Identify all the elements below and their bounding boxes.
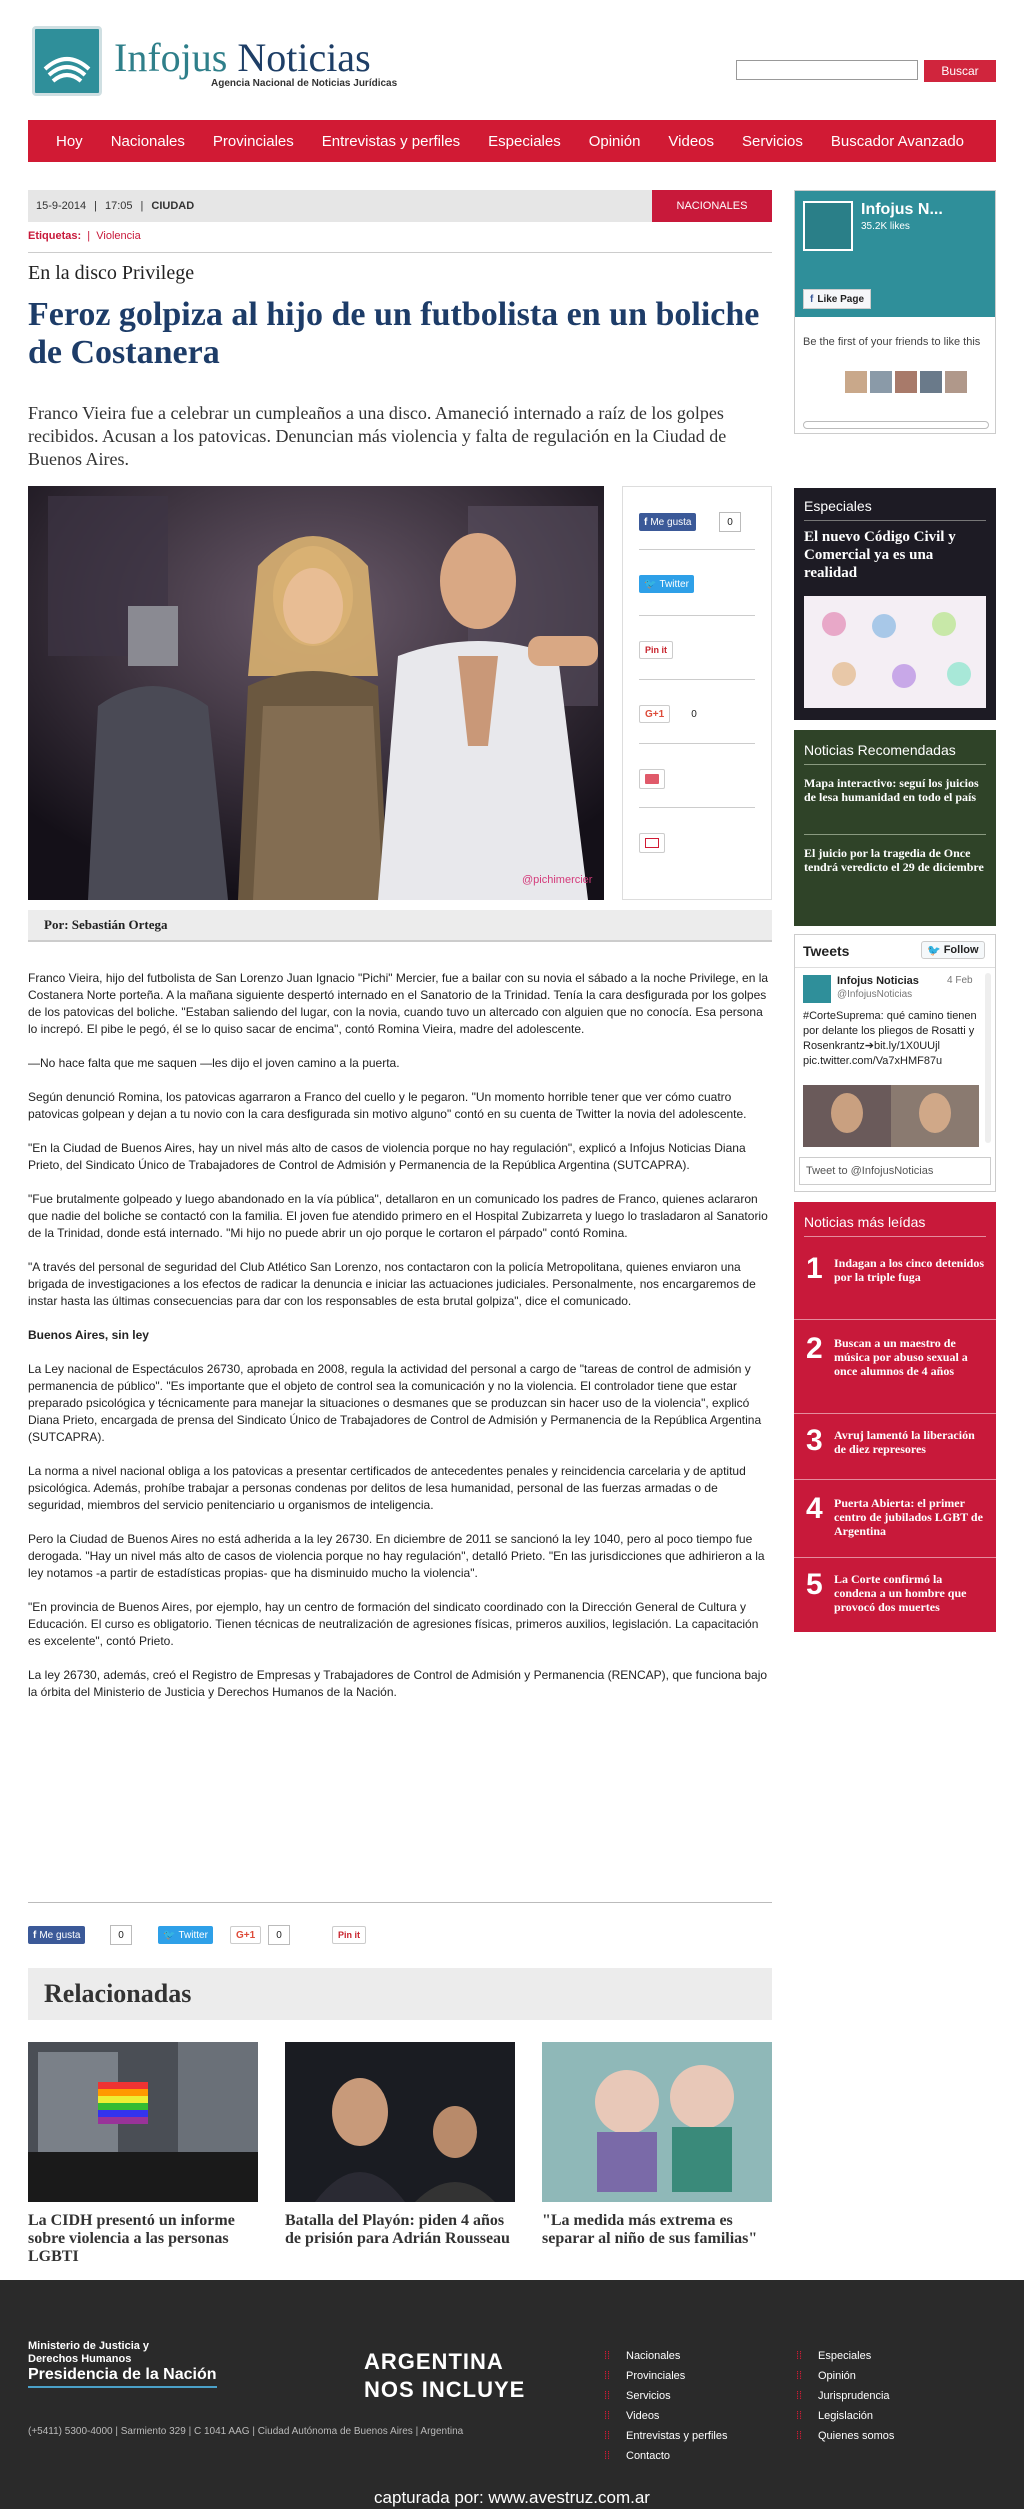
fb-avatar [803,201,853,251]
facebook-icon: f [644,516,648,528]
paragraph: "En la Ciudad de Buenos Aires, hay un nivel más alto de casos de violencia porque no hay regulación", explicó a Infojus Noticias Diana Prieto, del Sindicato Único de Trabajadores de Control de Admisión y Permanencia de la República Argentina (SUTCAPRA). [28,1141,746,1172]
item-number: 2 [806,1332,823,1365]
footer-link[interactable]: Nacionales [626,2350,681,2362]
item-title: Indagan a los cinco detenidos por la triple fuga [834,1256,985,1284]
divider [28,252,772,253]
especiales-widget [794,488,996,720]
fb-friends-text: Be the first of your friends to like this [803,336,981,348]
mas-leidas-widget [794,1202,996,1632]
paragraph: Según denunció Romina, los patovicas agarraron a Franco del cuello y le pegaron. "Un momento horrible tener que ver cómo cuatro patovicas golpean y dejan a tu novio con la cara desfigurada sin motivo alguno" contó en su cuenta de Twitter la novia del adolescente. [28,1090,747,1121]
tweet-date[interactable]: 4 Feb [947,975,973,986]
related-title-2[interactable]: Batalla del Playón: piden 4 años de prisión para Adrián Rousseau [285,2212,510,2247]
print-button[interactable] [639,769,665,789]
section-badge[interactable]: NACIONALES [652,190,772,222]
tweet-handle: @InfojusNoticias [837,989,913,1000]
footer-link[interactable]: Provinciales [626,2370,686,2382]
footer-link[interactable]: Contacto [626,2450,671,2462]
tweet-account-name[interactable]: Infojus Noticias [837,975,919,987]
facebook-like-button[interactable] [28,1926,85,1944]
tweets-title: Tweets [803,943,850,959]
search-input[interactable] [736,60,918,80]
site-name[interactable] [114,34,371,81]
twitter-label: Twitter [178,1929,208,1941]
recomendada-item[interactable]: El juicio por la tragedia de Once tendrá veredicto el 29 de diciembre [804,846,984,874]
footer-link[interactable]: Entrevistas y perfiles [626,2430,728,2442]
article-body [28,970,772,1718]
divider [639,549,755,550]
fb-scrollbar[interactable] [803,421,989,429]
footer-link[interactable]: Servicios [626,2390,671,2402]
tags-row: Etiquetas: | Violencia [28,230,141,242]
twitter-icon: 🐦 [927,944,941,957]
paragraph: —No hace falta que me saquen —les dijo el joven camino a la puerta. [28,1056,400,1070]
print-icon [645,774,659,784]
nav-item-especiales[interactable]: Especiales [488,132,561,150]
divider [639,615,755,616]
nav-item-hoy[interactable]: Hoy [56,132,83,150]
argentina-line2: NOS INCLUYE [364,2377,526,2402]
author-bar: Por: Sebastián Ortega [28,910,772,942]
footer-address: (+5411) 5300-4000 | Sarmiento 329 | C 1041 AAG | Ciudad Autónoma de Buenos Aires | Argentina [28,2426,464,2437]
divider [639,743,755,744]
fb-page-name[interactable]: Infojus N... [861,201,943,218]
article-lead: Franco Vieira fue a celebrar un cumpleaños a una disco. Amaneció internado a raíz de los golpes recibidos. Acusan a los patovicas. Denuncian más violencia y falta de regulación en la Ciudad de Buenos Aires. [28,403,727,469]
tweets-scrollbar[interactable] [985,973,991,1143]
paragraph: Pero la Ciudad de Buenos Aires no está adherida a la ley 26730. En diciembre de 2011 se sancionó la ley 1040, pero al poco tiempo fue derogada. "Hay un nivel más alto de casos de violencia porque no hay regulación", detalló Prieto. "En las jurisdicciones que adhirieron a la ley notamos -a partir de estadísticas propias- que ha disminuido mucho la violencia". [28,1532,765,1580]
article-city: CIUDAD [151,200,195,212]
recomendada-item[interactable]: Mapa interactivo: seguí los juicios de lesa humanidad en todo el país [804,776,979,804]
mas-leidas-item[interactable] [794,1480,996,1558]
paragraph: Franco Vieira, hijo del futbolista de San Lorenzo Juan Ignacio "Pichi" Mercier, fue a bailar con su novia el sábado a la noche Privilege, en la Costanera Norte porteña. A la mañana siguiente despertó internado en el Sanatorio de la Trinidad. Tenía la cara desfigurada por los golpes de los patovicas del boliche. "Estaban saliendo del lugar, con la novia, cuando tuvo un altercado con alguien que no conocía. Esa persona lo increpó. El pibe le pegó, él se lo quiso sacar de encima", contó Romina Vieira, madre del adolescente. [28,971,769,1036]
paragraph: "En provincia de Buenos Aires, por ejemplo, hay un centro de formación del sindicato coordinado con la Dirección General de Cultura y Educación. El curso es obligatorio. Tienen técnicas de neutralización de agresiones físicas, primeros auxilios, legislación. La capacitación es excelente", contó Prieto. [28,1600,759,1648]
argentina-line1: ARGENTINA [364,2349,504,2374]
twitter-button[interactable] [639,575,694,593]
footer-link[interactable]: Quienes somos [818,2430,895,2442]
item-title: Puerta Abierta: el primer centro de jubilados LGBT de Argentina [834,1496,983,1538]
site-name-part1: Infojus [114,35,228,80]
twitter-label: Twitter [659,578,689,590]
especiales-image[interactable] [804,596,986,708]
facebook-icon: f [810,293,814,305]
tweet-avatar[interactable] [803,975,831,1003]
capture-credit: capturada por: www.avestruz.com.ar [374,2488,650,2507]
especiales-link[interactable]: El nuevo Código Civil y Comercial ya es una realidad [804,529,956,581]
tag-link[interactable]: Violencia [96,230,141,242]
bottom-share-bar [28,1924,528,1946]
related-title-1[interactable]: La CIDH presentó un informe sobre violencia a las personas LGBTI [28,2212,235,2265]
article-time: 17:05 [105,200,133,212]
gplus-count: 0 [683,704,705,724]
recomendadas-widget [794,730,996,926]
share-box [622,486,772,900]
paragraph: La ley 26730, además, creó el Registro de Empresas y Trabajadores de Control de Admisión y Permanencia (RENCAP), que funciona bajo la órbita del Ministerio de Justicia y Derechos Humanos de la Nación. [28,1668,768,1699]
footer-argentina-logo [364,2348,525,2404]
tweet-media[interactable] [803,1085,979,1147]
article-photo [28,486,604,900]
fb-count: 0 [719,512,741,532]
item-title: Buscan a un maestro de música por abuso sexual a once alumnos de 4 años [834,1336,968,1378]
paragraph: "Fue brutalmente golpeado y luego abandonado en la vía pública", detallaron en un comunicado los padres de Franco, quienes aclararon que nadie del boliche se contactó con la familia. El joven fue atendido primero en el Hospital Zubizarreta y luego lo trasladaron al Sanatorio de la Trinidad, donde está internado. "Mi hijo no puede abrir un ojo porque le cortaron el párpado" contó Romina. [28,1192,768,1240]
item-number: 1 [806,1252,823,1285]
facebook-icon: f [33,1929,37,1941]
article-kicker: En la disco Privilege [28,262,195,284]
logo-icon[interactable] [32,26,102,96]
nav-item-provinciales[interactable]: Provinciales [212,132,294,150]
email-button[interactable] [639,833,665,853]
email-icon [645,838,659,848]
twitter-follow-button[interactable] [921,941,985,959]
twitter-icon: 🐦 [163,1929,176,1941]
footer-presidencia[interactable]: Presidencia de la Nación [28,2366,217,2388]
search-button[interactable]: Buscar [924,60,996,82]
fb-count: 0 [110,1925,132,1945]
item-number: 3 [806,1424,823,1457]
item-title: La Corte confirmó la condena a un hombre que provocó dos muertes [834,1572,967,1614]
fb-likes: 35.2K likes [861,221,910,232]
footer-ministerio[interactable]: Ministerio de Justicia y Derechos Humanos [28,2340,150,2365]
mas-leidas-title: Noticias más leídas [804,1214,926,1230]
item-number: 5 [806,1568,823,1601]
main-nav [28,120,996,162]
article-date: 15-9-2014 [36,200,87,212]
mas-leidas-item[interactable] [794,1558,996,1632]
mas-leidas-item[interactable] [794,1414,996,1480]
gplus-count: 0 [268,1925,290,1945]
footer-link[interactable]: Especiales [818,2350,872,2362]
gplus-button[interactable]: G+1 [230,1926,261,1944]
pinterest-button[interactable]: Pin it [639,641,673,659]
fb-label: Me gusta [650,516,692,528]
twitter-icon: 🐦 [644,578,657,590]
nav-item-buscador[interactable]: Buscador Avanzado [830,132,965,150]
nav-item-videos[interactable]: Videos [668,132,715,150]
nav-item-servicios[interactable]: Servicios [742,132,803,150]
tweet-to-input[interactable]: Tweet to @InfojusNoticias [799,1157,991,1185]
item-number: 4 [806,1492,823,1525]
subheading: Buenos Aires, sin ley [28,1328,149,1342]
item-title: Avruj lamentó la liberación de diez represores [834,1428,975,1456]
paragraph: La norma a nivel nacional obliga a los patovicas a presentar certificados de antecedentes penales y reincidencia carcelaria y de aptitud psicológica. Además, prohíbe trabajar a personas condenas por delitos de lesa humanidad, personal de las fuerzas armadas o de seguridad, miembros del servicio penitenciario u organismos de inteligencia. [28,1464,746,1512]
related-image-1[interactable] [28,2042,258,2202]
photo-credit: @pichimercier [522,874,593,886]
article-headline: Feroz golpiza al hijo de un futbolista en un boliche de Costanera [28,296,760,371]
nav-item-opinion[interactable]: Opinión [588,132,641,150]
fb-label: Me gusta [39,1929,81,1941]
facebook-widget [794,190,996,434]
related-title-3[interactable]: "La medida más extrema es separar al niño de sus familias" [542,2212,758,2247]
footer-link[interactable]: Legislación [818,2410,874,2422]
tweet-text: #CorteSuprema: qué camino tienen por delante los pliegos de Rosatti y Rosenkrantz➔bit.ly/1X0UUjl pic.twitter.com/Va7xHMF87u [803,1010,977,1067]
paragraph: La Ley nacional de Espectáculos 26730, aprobada en 2008, regula la actividad del personal a cargo de "tareas de control de admisión y permanencia de público". "Es importante que el objeto de control sea la comunicación y no la violencia. El controlador tiene que estar preparado psicológica y técnicamente para manejar la situaciones o desmanes que se produzcan sin hacer uso de la violencia", explicó Diana Prieto, encargada de prensa del Sindicato Único de Trabajadores de Control de Admisión y Permanencia de la República Argentina (SUTCAPRA). [28,1362,762,1444]
divider [28,1902,772,1903]
tags-label: Etiquetas: [28,230,82,242]
related-header: Relacionadas [28,1968,772,2020]
divider [639,807,755,808]
mas-leidas-item[interactable] [794,1320,996,1414]
twitter-button[interactable] [158,1926,213,1944]
related-image-3[interactable] [542,2042,772,2202]
follow-label: Follow [943,944,979,956]
date-bar: 15-9-2014 | 17:05 | CIUDAD [28,190,652,222]
related-image-2[interactable] [285,2042,515,2202]
facebook-like-button[interactable] [639,513,696,531]
recomendadas-title: Noticias Recomendadas [804,742,956,758]
pinterest-button[interactable]: Pin it [332,1926,366,1944]
footer-link[interactable]: Jurisprudencia [818,2390,890,2402]
especiales-title: Especiales [804,498,872,514]
fb-friend-avatars [845,371,967,393]
site-tagline: Agencia Nacional de Noticias Jurídicas [211,78,398,89]
divider [639,679,755,680]
gplus-button[interactable]: G+1 [639,705,670,723]
paragraph: "A través del personal de seguridad del Club Atlético San Lorenzo, nos contactaron con la policía Metropolitana, quienes enviaron una brigada de investigaciones a los efectos de radicar la denuncia e iniciar las actuaciones judiciales. Personalmente, nos encargaremos de instar hasta las últimas consecuencias para dar con los responsables de esta brutal golpiza", dice el comunicado. [28,1260,756,1308]
footer-link[interactable]: Opinión [818,2370,856,2382]
fb-like-page-label: Like Page [817,293,865,305]
mas-leidas-item[interactable] [794,1242,996,1320]
nav-item-nacionales[interactable]: Nacionales [110,132,185,150]
nav-item-entrevistas[interactable]: Entrevistas y perfiles [321,132,461,150]
footer-link[interactable]: Videos [626,2410,660,2422]
fb-like-page-button[interactable] [803,289,871,309]
tweets-widget [794,934,996,1192]
site-name-part2: Noticias [237,35,371,80]
